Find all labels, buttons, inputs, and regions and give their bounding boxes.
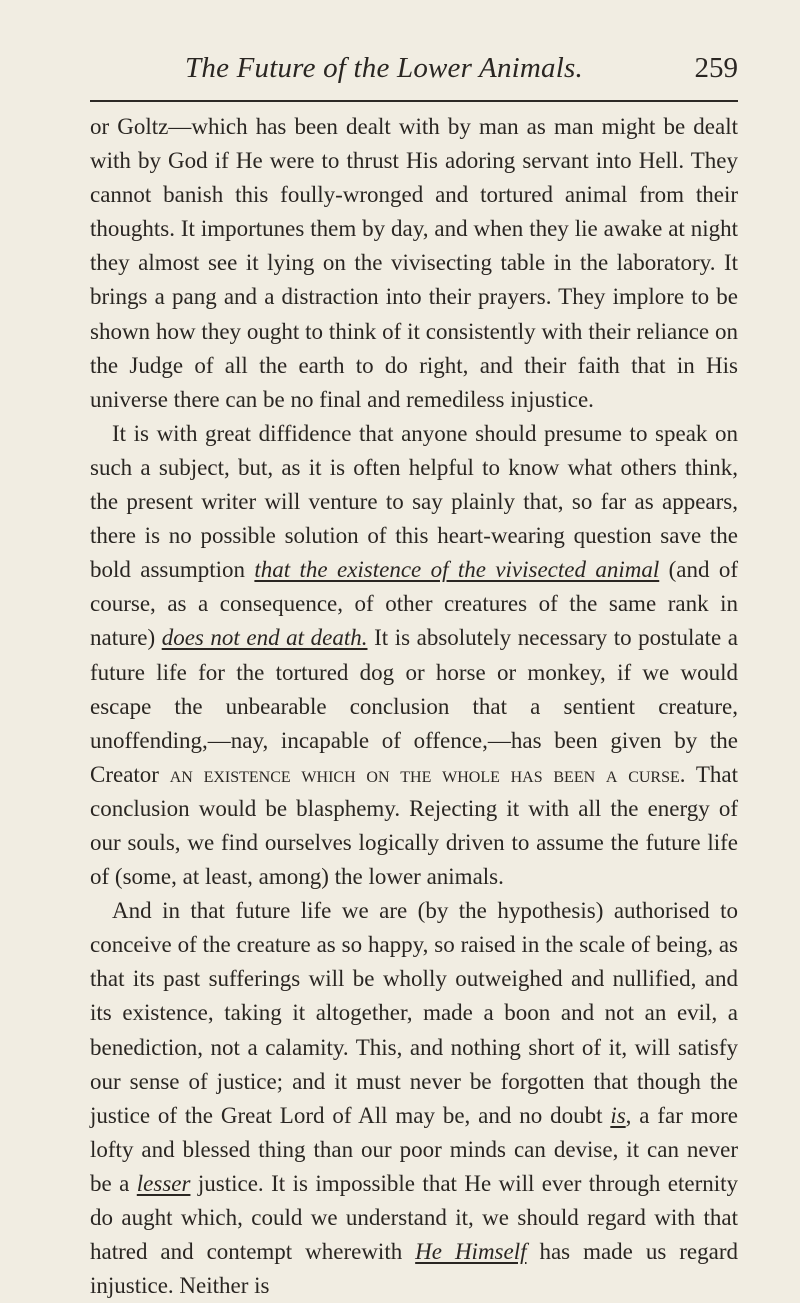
body-text (90, 110, 738, 1303)
paragraph-3-text-g: has made us regard injustice. Neither is (90, 1239, 738, 1299)
paragraph-2-text-a: It is with great diffidence that anyone should presume to speak on such a subject, but, as it is often helpful to know what others think, the present writer will venture to say plainly that, so far as appears, there is no possible solution of this heart-wearing question save the bold assumption (90, 420, 738, 583)
emphasis-he-himself: He Himself (415, 1239, 527, 1265)
paragraph-3-text-a: And in that future life we are (by the hypothesis) authorised to conceive of the creature as so happy, so raised in the scale of being, as that its past sufferings will be wholly outweighed and nullified, and its existence, taking it altogether, made a boon and not an evil, a benediction, not a calamity. This, and nothing short of it, will satisfy our sense of justice; and it must never be forgotten that though the justice of the Great Lord of All may be, and no doubt (90, 898, 738, 1128)
paragraph-2 (90, 417, 738, 894)
paragraph-1 (90, 110, 738, 417)
small-caps-curse: an existence which on the whole has been a curse. (169, 761, 686, 787)
paragraph-2-text-c: (and of course, as a consequence, of other creatures of the same rank in nature) (90, 557, 738, 651)
page-number: 259 (694, 52, 738, 84)
running-head (90, 48, 738, 88)
emphasis-existence: that the existence of the vivisected animal (254, 557, 660, 583)
emphasis-not-end: does not end at death. (161, 625, 368, 651)
header-rule (90, 100, 738, 102)
paragraph-2-text-e: It is absolutely necessary to postulate a future life for the tortured dog or horse or monkey, if we would escape the unbearable conclusion that a sentient creature, unoffending,—nay, incapable of offence,—has been given by the Creator (90, 625, 738, 787)
paragraph-1-text: or Goltz—which has been dealt with by man as man might be dealt with by God if He were to thrust His adoring servant into Hell. They cannot banish this foully-wronged and tortured animal from their thoughts. It importunes them by day, and when they lie awake at night they almost see it lying on the vivisecting table in the laboratory. It brings a pang and a distraction into their prayers. They implore to be shown how they ought to think of it consistently with their reliance on the Judge of all the earth to do right, and their faith that in His universe there can be no final and remediless injustice. (90, 114, 738, 412)
paragraph-3 (90, 894, 738, 1303)
running-title: The Future of the Lower Animals. (185, 52, 583, 84)
emphasis-is: is (610, 1102, 626, 1128)
paragraph-2-text-g: That conclusion would be blasphemy. Rejecting it with all the energy of our souls, we find ourselves logically driven to assume the future life of (some, at least, among) the lower animals. (90, 761, 738, 890)
paragraph-3-text-c: , a far more lofty and blessed thing than our poor minds can devise, it can never be a (90, 1102, 738, 1196)
emphasis-lesser: lesser (136, 1170, 191, 1196)
paragraph-3-text-e: justice. It is impossible that He will ever through eternity do aught which, could we understand it, we should regard with that hatred and contempt wherewith (90, 1170, 739, 1265)
